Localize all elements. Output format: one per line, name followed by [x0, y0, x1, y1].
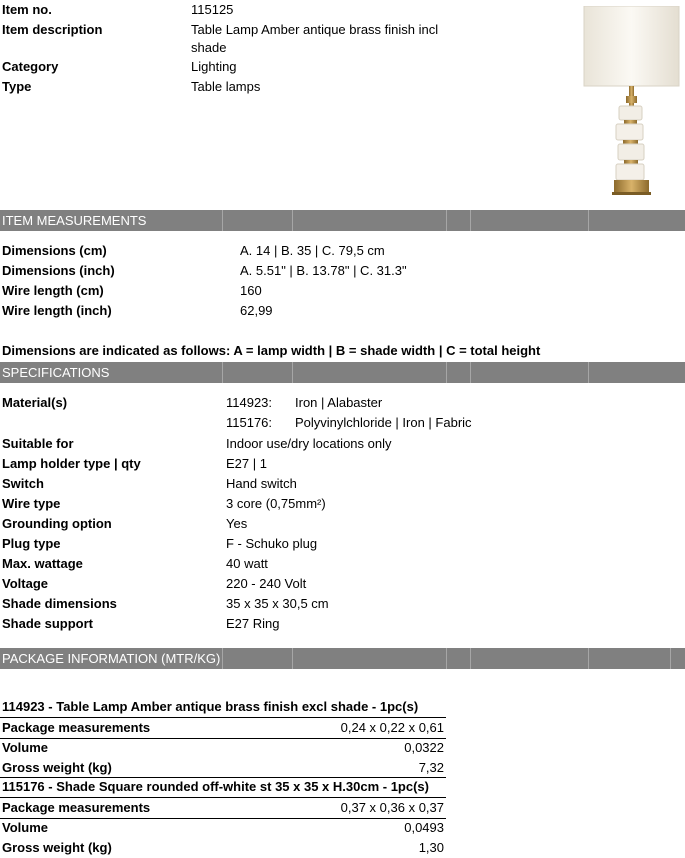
measurement-label: Dimensions (inch) — [2, 263, 115, 278]
dimensions-note: Dimensions are indicated as follows: A = lamp width | B = shade width | C = total height — [2, 343, 541, 358]
materials-label: Material(s) — [2, 395, 68, 410]
spec-label: Plug type — [2, 536, 61, 551]
section-bar-measurements — [0, 210, 685, 231]
measurement-value: A. 14 | B. 35 | C. 79,5 cm — [240, 243, 385, 258]
lamp-shade — [584, 6, 679, 86]
alabaster-block — [619, 106, 642, 120]
section-title-package: PACKAGE INFORMATION (MTR/KG) — [2, 651, 221, 666]
measurement-value: 160 — [240, 283, 262, 298]
package-heading: 114923 - Table Lamp Amber antique brass finish excl shade - 1pc(s) — [2, 699, 419, 714]
volume-label: Volume — [2, 820, 48, 835]
section-bar-specifications — [0, 362, 685, 383]
gross-weight-value: 1,30 — [418, 840, 444, 855]
gross-weight-label: Gross weight (kg) — [2, 760, 112, 775]
volume-label: Volume — [2, 740, 48, 755]
spec-value: Yes — [226, 516, 248, 531]
description-line-2: shade — [191, 40, 227, 55]
category-value: Lighting — [191, 59, 237, 74]
gross-weight-value: 7,32 — [418, 760, 444, 775]
spec-label: Max. wattage — [2, 556, 83, 571]
lamp-base-foot — [612, 192, 651, 195]
lamp-base — [614, 180, 649, 193]
spec-label: Switch — [2, 476, 44, 491]
spec-label: Suitable for — [2, 436, 74, 451]
package-measurements-label: Package measurements — [2, 720, 151, 735]
package-measurements-value: 0,37 x 0,36 x 0,37 — [340, 800, 444, 815]
spec-value: Indoor use/dry locations only — [226, 436, 392, 451]
spec-label: Shade support — [2, 616, 94, 631]
spec-value: 3 core (0,75mm²) — [226, 496, 326, 511]
category-label: Category — [2, 59, 59, 74]
package-heading: 115176 - Shade Square rounded off-white st 35 x 35 x H.30cm - 1pc(s) — [2, 779, 429, 794]
alabaster-block — [618, 144, 644, 160]
package-measurements-value: 0,24 x 0,22 x 0,61 — [340, 720, 444, 735]
spec-label: Wire type — [2, 496, 61, 511]
volume-value: 0,0493 — [404, 820, 444, 835]
material-code: 115176: — [226, 415, 273, 430]
measurement-label: Dimensions (cm) — [2, 243, 107, 258]
spec-label: Lamp holder type | qty — [2, 456, 141, 471]
measurement-value: A. 5.51" | B. 13.78" | C. 31.3" — [240, 263, 407, 278]
spec-label: Shade dimensions — [2, 596, 117, 611]
table-lamp-icon — [583, 6, 681, 196]
spec-value: 40 watt — [226, 556, 268, 571]
material-value: Iron | Alabaster — [295, 395, 383, 410]
spec-value: 35 x 35 x 30,5 cm — [226, 596, 329, 611]
description-line-1: Table Lamp Amber antique brass finish incl — [191, 22, 439, 37]
section-title-specifications: SPECIFICATIONS — [2, 365, 110, 380]
type-value: Table lamps — [191, 79, 261, 94]
spec-label: Grounding option — [2, 516, 112, 531]
measurement-label: Wire length (cm) — [2, 283, 104, 298]
description-label: Item description — [2, 22, 103, 37]
item-no-label: Item no. — [2, 2, 52, 17]
section-title-measurements: ITEM MEASUREMENTS — [2, 213, 147, 228]
material-value: Polyvinylchloride | Iron | Fabric — [295, 415, 472, 430]
brass-ring — [624, 160, 638, 164]
spec-value: E27 Ring — [226, 616, 280, 631]
measurement-label: Wire length (inch) — [2, 303, 112, 318]
material-code: 114923: — [226, 395, 273, 410]
gross-weight-label: Gross weight (kg) — [2, 840, 112, 855]
measurement-value: 62,99 — [240, 303, 273, 318]
type-label: Type — [2, 79, 32, 94]
item-no-value: 115125 — [191, 2, 234, 17]
spec-value: 220 - 240 Volt — [226, 576, 307, 591]
spec-label: Voltage — [2, 576, 48, 591]
brass-ring — [623, 140, 638, 144]
spec-value: F - Schuko plug — [226, 536, 318, 551]
section-bar-package — [0, 648, 685, 669]
brass-ring — [624, 120, 637, 124]
lamp-socket — [626, 96, 637, 103]
alabaster-block — [616, 124, 643, 140]
alabaster-block — [616, 164, 644, 180]
volume-value: 0,0322 — [404, 740, 444, 755]
spec-value: E27 | 1 — [226, 456, 267, 471]
spec-value: Hand switch — [226, 476, 297, 491]
package-measurements-label: Package measurements — [2, 800, 151, 815]
